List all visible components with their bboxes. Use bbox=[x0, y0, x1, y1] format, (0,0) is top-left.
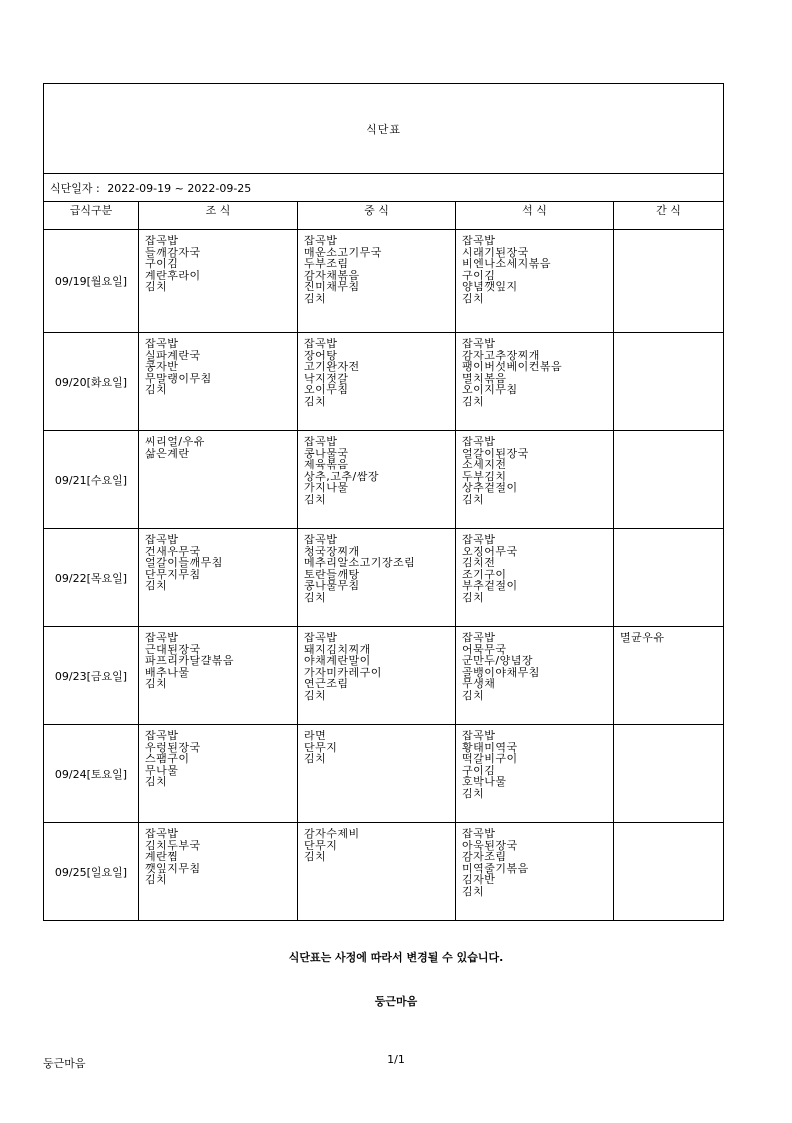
menu-item: 잡곡밥 bbox=[304, 632, 338, 644]
menu-item: 김치 bbox=[304, 851, 327, 863]
menu-item: 가지나물 bbox=[304, 482, 349, 494]
menu-item: 김치 bbox=[145, 678, 168, 690]
menu-item: 상추겉절이 bbox=[462, 482, 518, 494]
menu-item: 두부김치 bbox=[462, 470, 507, 482]
menu-item: 청국장찌개 bbox=[304, 545, 360, 557]
meal-list bbox=[139, 529, 297, 592]
meal-cell-snack bbox=[614, 823, 724, 921]
menu-item: 우렁된장국 bbox=[145, 741, 201, 753]
menu-item: 잡곡밥 bbox=[145, 632, 179, 644]
meal-cell-lunch bbox=[298, 431, 456, 529]
menu-item: 잡곡밥 bbox=[462, 730, 496, 742]
menu-item: 감자채볶음 bbox=[304, 269, 360, 281]
menu-item: 김치전 bbox=[462, 557, 496, 569]
meal-cell-lunch bbox=[298, 823, 456, 921]
meal-cell-snack bbox=[614, 333, 724, 431]
header-lunch: 중 식 bbox=[298, 202, 456, 230]
menu-item: 구이김 bbox=[462, 269, 496, 281]
menu-item: 김치 bbox=[462, 885, 485, 897]
menu-item: 멸균우유 bbox=[620, 632, 665, 644]
menu-item: 돼지김치찌개 bbox=[304, 643, 371, 655]
menu-item: 단무지 bbox=[304, 839, 338, 851]
meal-list bbox=[456, 431, 613, 505]
menu-item: 구이김 bbox=[145, 258, 179, 270]
menu-item: 얼갈이들깨무침 bbox=[145, 557, 223, 569]
meal-cell-breakfast bbox=[139, 230, 298, 333]
menu-item: 두부조림 bbox=[304, 258, 349, 270]
day-row bbox=[44, 627, 724, 725]
menu-item: 김치 bbox=[145, 384, 168, 396]
menu-item: 아욱된장국 bbox=[462, 839, 518, 851]
menu-item: 어묵무국 bbox=[462, 643, 507, 655]
menu-item: 잡곡밥 bbox=[304, 436, 338, 448]
meal-cell-dinner bbox=[456, 529, 614, 627]
menu-sheet bbox=[43, 83, 723, 921]
menu-item: 김치 bbox=[304, 292, 327, 304]
menu-item: 김치 bbox=[462, 689, 485, 701]
day-date: 09/25[일요일] bbox=[44, 823, 139, 921]
meal-list bbox=[139, 823, 297, 886]
meal-list bbox=[456, 529, 613, 603]
day-date: 09/23[금요일] bbox=[44, 627, 139, 725]
menu-item: 미역줄기볶음 bbox=[462, 862, 529, 874]
menu-item: 오징어무국 bbox=[462, 545, 518, 557]
meal-list bbox=[298, 230, 455, 304]
meal-cell-breakfast bbox=[139, 627, 298, 725]
menu-item: 김치 bbox=[462, 395, 485, 407]
menu-item: 계란후라이 bbox=[145, 269, 201, 281]
meal-cell-dinner bbox=[456, 333, 614, 431]
menu-item: 잡곡밥 bbox=[304, 235, 338, 247]
meal-list bbox=[298, 725, 455, 765]
menu-item: 잡곡밥 bbox=[145, 828, 179, 840]
menu-item: 김치 bbox=[462, 493, 485, 505]
menu-item: 단무지 bbox=[304, 741, 338, 753]
menu-item: 배추나물 bbox=[145, 666, 190, 678]
meal-list bbox=[614, 823, 723, 828]
menu-item: 깻잎지무침 bbox=[145, 862, 201, 874]
menu-item: 시래기된장국 bbox=[462, 246, 529, 258]
page-title: 식단표 bbox=[44, 84, 724, 174]
meal-list bbox=[298, 627, 455, 701]
menu-item: 제육볶음 bbox=[304, 459, 349, 471]
day-row bbox=[44, 333, 724, 431]
meal-list bbox=[139, 725, 297, 788]
menu-item: 콩나물국 bbox=[304, 447, 349, 459]
menu-item: 골뱅이야채무침 bbox=[462, 666, 540, 678]
header-dinner: 석 식 bbox=[456, 202, 614, 230]
footer-organization: 둥근마음 bbox=[43, 1057, 86, 1070]
menu-item: 무나물 bbox=[145, 764, 179, 776]
header-category: 급식구분 bbox=[44, 202, 139, 230]
menu-item: 얼갈이된장국 bbox=[462, 447, 529, 459]
menu-item: 파프리카달걀볶음 bbox=[145, 655, 235, 667]
menu-item: 김치 bbox=[304, 689, 327, 701]
menu-item: 콩나물무침 bbox=[304, 580, 360, 592]
menu-item: 호박나물 bbox=[462, 776, 507, 788]
menu-item: 잡곡밥 bbox=[462, 436, 496, 448]
menu-item: 김치 bbox=[304, 493, 327, 505]
meal-cell-breakfast bbox=[139, 823, 298, 921]
meal-list bbox=[614, 333, 723, 338]
day-row bbox=[44, 823, 724, 921]
menu-item: 김치 bbox=[145, 874, 168, 886]
day-date: 09/22[목요일] bbox=[44, 529, 139, 627]
meal-list bbox=[139, 627, 297, 690]
menu-item: 실파계란국 bbox=[145, 349, 201, 361]
meal-cell-snack bbox=[614, 230, 724, 333]
menu-item: 스팸구이 bbox=[145, 753, 190, 765]
meal-cell-dinner bbox=[456, 627, 614, 725]
menu-item: 건새우무국 bbox=[145, 545, 201, 557]
menu-item: 구이김 bbox=[462, 764, 496, 776]
meal-cell-lunch bbox=[298, 627, 456, 725]
menu-item: 가자미카레구이 bbox=[304, 666, 382, 678]
menu-item: 팽이버섯베이컨볶음 bbox=[462, 361, 563, 373]
meal-cell-snack bbox=[614, 431, 724, 529]
header-row bbox=[44, 202, 724, 230]
menu-item: 김치 bbox=[462, 292, 485, 304]
period-row bbox=[44, 174, 724, 202]
menu-item: 진미채무침 bbox=[304, 281, 360, 293]
header-breakfast: 조 식 bbox=[139, 202, 298, 230]
menu-item: 김치두부국 bbox=[145, 839, 201, 851]
meal-cell-dinner bbox=[456, 823, 614, 921]
menu-item: 오이지무침 bbox=[462, 384, 518, 396]
menu-item: 잡곡밥 bbox=[462, 632, 496, 644]
menu-item: 매운소고기무국 bbox=[304, 246, 382, 258]
menu-item: 잡곡밥 bbox=[145, 730, 179, 742]
menu-item: 장어탕 bbox=[304, 349, 338, 361]
meal-cell-dinner bbox=[456, 431, 614, 529]
meal-list bbox=[456, 725, 613, 799]
meal-cell-snack bbox=[614, 529, 724, 627]
menu-item: 군만두/양념장 bbox=[462, 655, 533, 667]
menu-item: 무말랭이무침 bbox=[145, 372, 212, 384]
menu-item: 잡곡밥 bbox=[462, 828, 496, 840]
meal-cell-dinner bbox=[456, 230, 614, 333]
menu-item: 김치 bbox=[462, 787, 485, 799]
menu-item: 황태미역국 bbox=[462, 741, 518, 753]
menu-item: 김치 bbox=[145, 580, 168, 592]
menu-item: 메추리알소고기장조림 bbox=[304, 557, 416, 569]
menu-item: 양념깻잎지 bbox=[462, 281, 518, 293]
meal-list bbox=[139, 230, 297, 293]
menu-item: 김치 bbox=[145, 776, 168, 788]
meal-list bbox=[298, 529, 455, 603]
menu-item: 무생채 bbox=[462, 678, 496, 690]
menu-item: 고기완자전 bbox=[304, 361, 360, 373]
meal-list bbox=[456, 627, 613, 701]
notice-text: 식단표는 사정에 따라서 변경될 수 있습니다. bbox=[288, 951, 504, 964]
day-rows bbox=[44, 230, 724, 921]
meal-cell-lunch bbox=[298, 230, 456, 333]
menu-item: 낙지젓갈 bbox=[304, 372, 349, 384]
meal-cell-breakfast bbox=[139, 725, 298, 823]
menu-item: 소세지전 bbox=[462, 459, 507, 471]
menu-item: 감자수제비 bbox=[304, 828, 360, 840]
menu-item: 단무지무침 bbox=[145, 568, 201, 580]
meal-cell-snack bbox=[614, 725, 724, 823]
day-date: 09/19[월요일] bbox=[44, 230, 139, 333]
menu-item: 연근조림 bbox=[304, 678, 349, 690]
day-date: 09/24[토요일] bbox=[44, 725, 139, 823]
meal-cell-lunch bbox=[298, 725, 456, 823]
menu-item: 김치 bbox=[304, 753, 327, 765]
day-row bbox=[44, 431, 724, 529]
menu-item: 오이무침 bbox=[304, 384, 349, 396]
meal-cell-breakfast bbox=[139, 333, 298, 431]
meal-list bbox=[614, 725, 723, 730]
menu-item: 계란찜 bbox=[145, 851, 179, 863]
page-number: 1/1 bbox=[387, 1053, 405, 1066]
menu-item: 상추,고추/쌈장 bbox=[304, 470, 379, 482]
menu-item: 잡곡밥 bbox=[145, 235, 179, 247]
period-label: 식단일자 : bbox=[50, 181, 100, 195]
meal-cell-dinner bbox=[456, 725, 614, 823]
menu-item: 김자반 bbox=[462, 874, 496, 886]
day-row bbox=[44, 725, 724, 823]
menu-item: 조기구이 bbox=[462, 568, 507, 580]
menu-table bbox=[43, 83, 724, 921]
menu-item: 부추겉절이 bbox=[462, 580, 518, 592]
meal-list bbox=[139, 431, 297, 459]
menu-item: 근대된장국 bbox=[145, 643, 201, 655]
menu-item: 들깨감자국 bbox=[145, 246, 201, 258]
day-date: 09/20[화요일] bbox=[44, 333, 139, 431]
menu-item: 라면 bbox=[304, 730, 327, 742]
day-date: 09/21[수요일] bbox=[44, 431, 139, 529]
menu-item: 잡곡밥 bbox=[304, 338, 338, 350]
day-row bbox=[44, 230, 724, 333]
meal-list bbox=[298, 431, 455, 505]
menu-item: 김치 bbox=[145, 281, 168, 293]
menu-item: 떡갈비구이 bbox=[462, 753, 518, 765]
meal-list bbox=[139, 333, 297, 396]
menu-item: 콩자반 bbox=[145, 361, 179, 373]
menu-item: 잡곡밥 bbox=[462, 235, 496, 247]
meal-cell-breakfast bbox=[139, 529, 298, 627]
menu-item: 씨리얼/우유 bbox=[145, 436, 205, 448]
meal-cell-snack bbox=[614, 627, 724, 725]
meal-list bbox=[456, 333, 613, 407]
meal-list bbox=[456, 823, 613, 897]
organization-name: 둥근마음 bbox=[374, 995, 418, 1008]
menu-item: 토란들깨탕 bbox=[304, 568, 360, 580]
meal-list bbox=[614, 627, 723, 644]
menu-item: 김치 bbox=[462, 591, 485, 603]
menu-item: 잡곡밥 bbox=[462, 534, 496, 546]
header-snack: 간 식 bbox=[614, 202, 724, 230]
meal-cell-lunch bbox=[298, 333, 456, 431]
meal-list bbox=[456, 230, 613, 304]
meal-list bbox=[614, 529, 723, 534]
meal-list bbox=[298, 823, 455, 863]
menu-item: 잡곡밥 bbox=[145, 338, 179, 350]
menu-item: 잡곡밥 bbox=[462, 338, 496, 350]
menu-item: 감자고추장찌개 bbox=[462, 349, 540, 361]
menu-item: 감자조림 bbox=[462, 851, 507, 863]
period-range: 2022-09-19 ~ 2022-09-25 bbox=[107, 181, 252, 195]
day-row bbox=[44, 529, 724, 627]
menu-item: 삶은계란 bbox=[145, 447, 190, 459]
menu-item: 잡곡밥 bbox=[304, 534, 338, 546]
meal-cell-lunch bbox=[298, 529, 456, 627]
menu-item: 잡곡밥 bbox=[145, 534, 179, 546]
meal-cell-breakfast bbox=[139, 431, 298, 529]
menu-item: 멸치볶음 bbox=[462, 372, 507, 384]
menu-item: 김치 bbox=[304, 395, 327, 407]
menu-item: 김치 bbox=[304, 591, 327, 603]
menu-item: 야채계란말이 bbox=[304, 655, 371, 667]
meal-list bbox=[614, 230, 723, 235]
meal-list bbox=[614, 431, 723, 436]
menu-item: 비엔나소세지볶음 bbox=[462, 258, 552, 270]
meal-list bbox=[298, 333, 455, 407]
